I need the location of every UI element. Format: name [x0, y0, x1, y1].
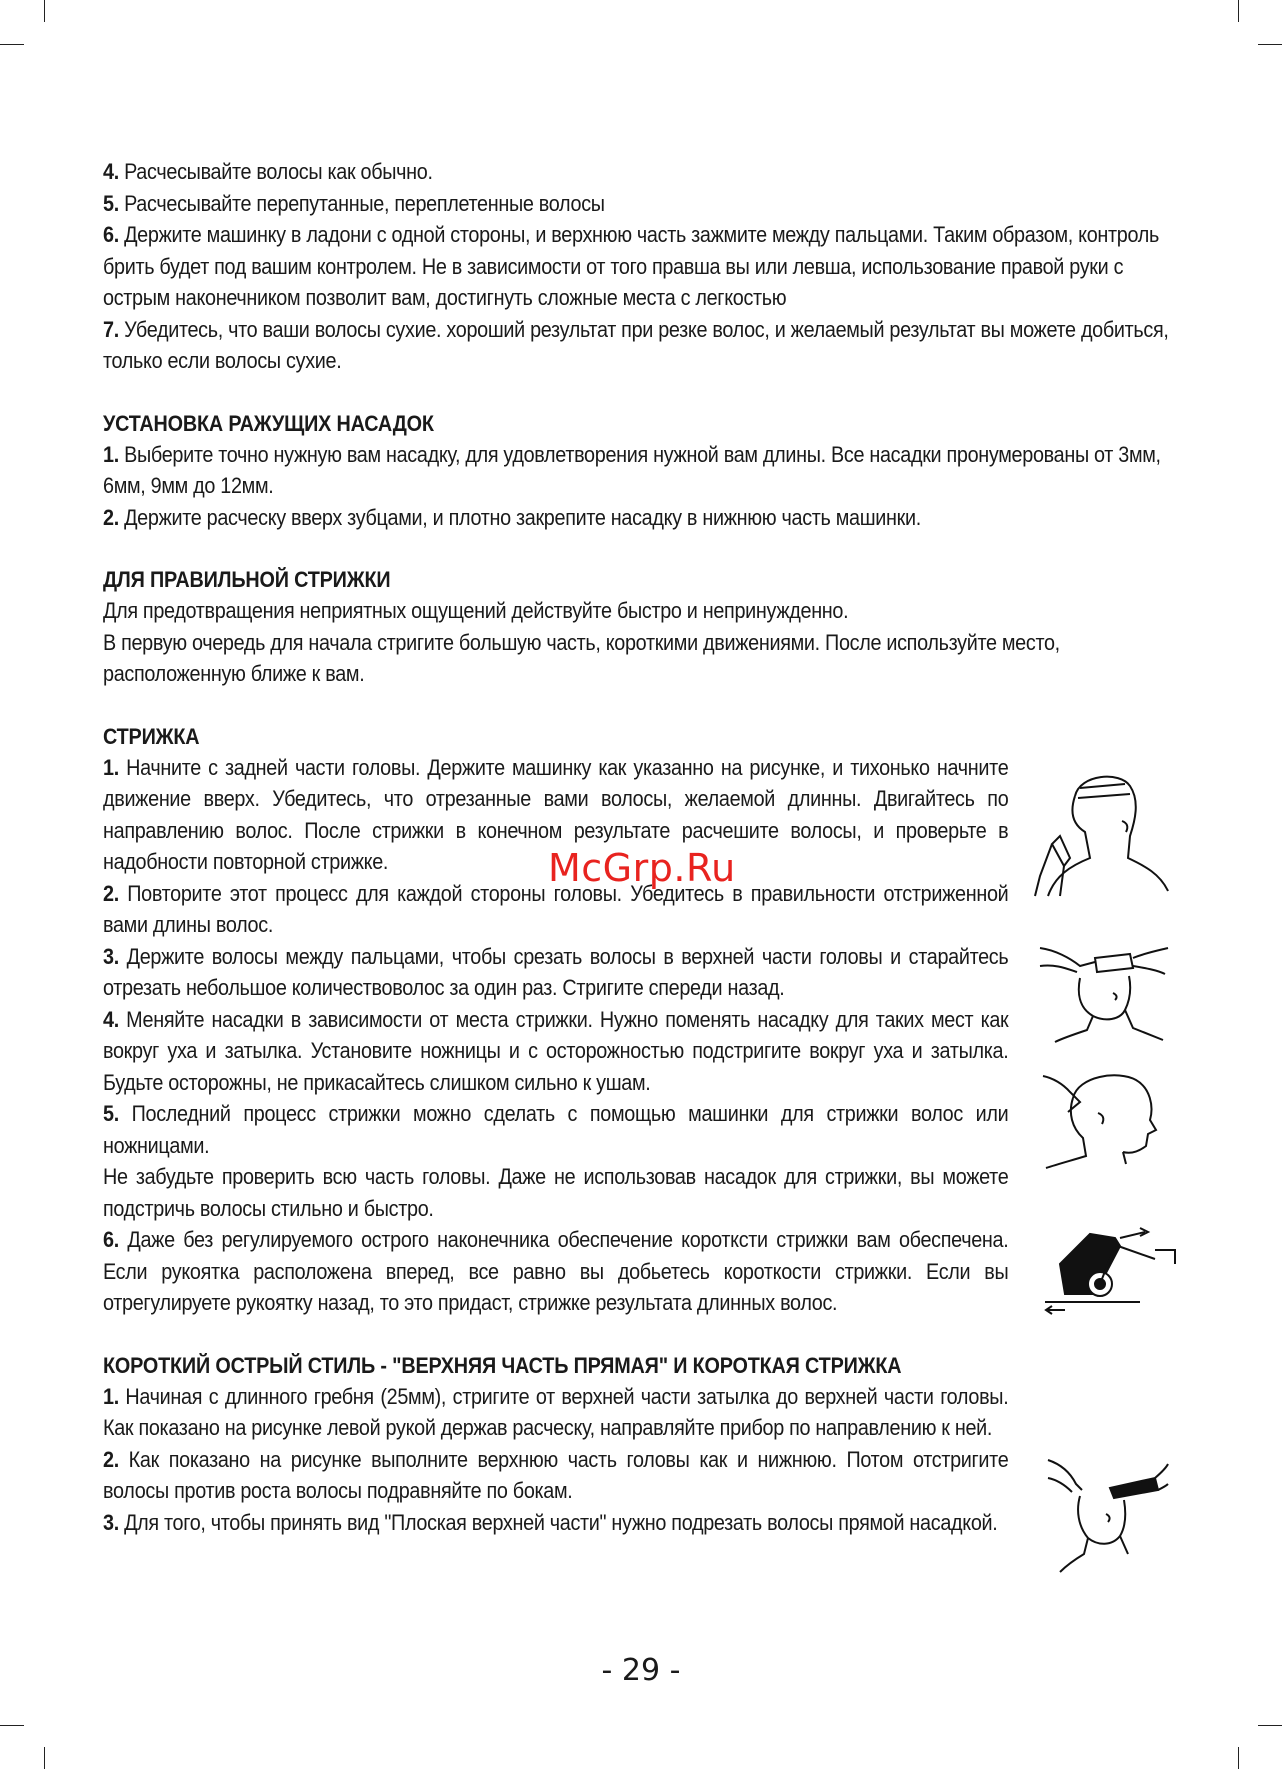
- list-item: 3. Держите волосы между пальцами, чтобы срезать волосы в верхней части головы и старайтесь отрезать небольшое количествоволос за один раз. Стригите спереди назад.: [103, 943, 1009, 1000]
- list-item: 7. Убедитесь, что ваши волосы сухие. хороший результат при резке волос, и желаемый результат вы можете добиться, только если волосы сухие.: [103, 316, 1169, 373]
- list-item: 5. Расчесывайте перепутанные, переплетенные волосы: [103, 190, 605, 216]
- section-heading: УСТАНОВКА РАЖУЩИХ НАСАДОК: [103, 410, 434, 436]
- list-item: 1. Начните с задней части головы. Держите машинку как указанно на рисунке, и тихонько начните движение вверх. Убедитесь, что отрезанные вами волосы, желаемой длинны. Двигайтесь по направлению волос. После стрижки в конечном результате расчешите волосы, и проверьте в надобности повторной стрижке.: [103, 754, 1009, 874]
- list-item: 3. Для того, чтобы принять вид "Плоская верхней части" нужно подрезать волосы прямой насадкой.: [103, 1509, 998, 1535]
- crop-mark: [0, 44, 24, 45]
- list-item: 6. Держите машинку в ладони с одной стороны, и верхнюю часть зажмите между пальцами. Таким образом, контроль брить будет под вашим контролем. Не в зависимости от того правша вы или левша, использование правой руки с острым наконечником позволит вам, достигнуть сложные места с легкостью: [103, 222, 1159, 310]
- section-heading: СТРИЖКА: [103, 723, 200, 749]
- crop-mark: [44, 0, 45, 22]
- list-item: 1. Начиная с длинного гребня (25мм), стригите от верхней части затылка до верхней части головы. Как показано на рисунке левой рукой держав расческу, направляйте прибор по направлению к ней.: [103, 1383, 1009, 1440]
- list-item: 2. Как показано на рисунке выполните верхнюю часть головы как и нижнюю. Потом отстригите волосы против роста волосы подравняйте по бокам.: [103, 1446, 1009, 1503]
- list-item: 6. Даже без регулируемого острого наконечника обеспечение коротксти стрижки вам обеспечена. Если рукоятка расположена вперед, все равно вы добьетесь короткости стрижки. Если вы отрегулируете рукоятку назад, то это придаст, стрижке результата длинных волос.: [103, 1227, 1009, 1315]
- page-number: - 29 -: [601, 1653, 681, 1688]
- figure-comb-top-cut: [1040, 1450, 1170, 1575]
- list-item: 1. Выберите точно нужную вам насадку, для удовлетворения нужной вам длины. Все насадки пронумерованы от 3мм, 6мм, 9мм до 12мм.: [103, 441, 1161, 498]
- figure-side-top-clipping: [1035, 938, 1170, 1043]
- paragraph: Не забудьте проверить всю часть головы. Даже не использовав насадок для стрижки, вы можете подстричь волосы стильно и быстро.: [103, 1164, 1009, 1221]
- list-item: 2. Повторите этот процесс для каждой стороны головы. Убедитесь в правильности отстриженной вами длины волос.: [103, 880, 1009, 937]
- watermark: McGrp.Ru: [548, 846, 736, 890]
- list-item: 4. Расчесывайте волосы как обычно.: [103, 159, 433, 184]
- figure-ear-nape-trimming: [1038, 1068, 1173, 1170]
- list-item: 4. Меняйте насадки в зависимости от места стрижки. Нужно поменять насадку для таких мест как вокруг уха и затылка. Установите ножницы и с осторожностью подстригите вокруг уха и затылка. Будьте осторожны, не прикасайтесь слишком сильно к ушам.: [103, 1006, 1009, 1095]
- crop-mark: [1258, 1725, 1282, 1726]
- crop-mark: [1238, 1747, 1239, 1769]
- list-item: 5. Последний процесс стрижки можно сделать с помощью машинки для стрижки волос или ножницами.: [103, 1101, 1009, 1158]
- crop-mark: [1258, 44, 1282, 45]
- crop-mark: [44, 1747, 45, 1769]
- section-heading: КОРОТКИЙ ОСТРЫЙ СТИЛЬ - "ВЕРХНЯЯ ЧАСТЬ ПРЯМАЯ" И КОРОТКАЯ СТРИЖКА: [103, 1352, 902, 1378]
- paragraph: Для предотвращения неприятных ощущений действуйте быстро и непринужденно.: [103, 598, 849, 623]
- figure-back-of-head-clipping: [1030, 766, 1170, 901]
- crop-mark: [1238, 0, 1239, 22]
- figure-clipper-length-adjustment: [1040, 1224, 1180, 1318]
- section-heading: ДЛЯ ПРАВИЛЬНОЙ СТРИЖКИ: [103, 567, 391, 592]
- crop-mark: [0, 1725, 24, 1726]
- paragraph: В первую очередь для начала стригите большую часть, короткими движениями. После используйте место, расположенную ближе к вам.: [103, 629, 1060, 686]
- list-item: 2. Держите расческу вверх зубцами, и плотно закрепите насадку в нижнюю часть машинки.: [103, 504, 921, 530]
